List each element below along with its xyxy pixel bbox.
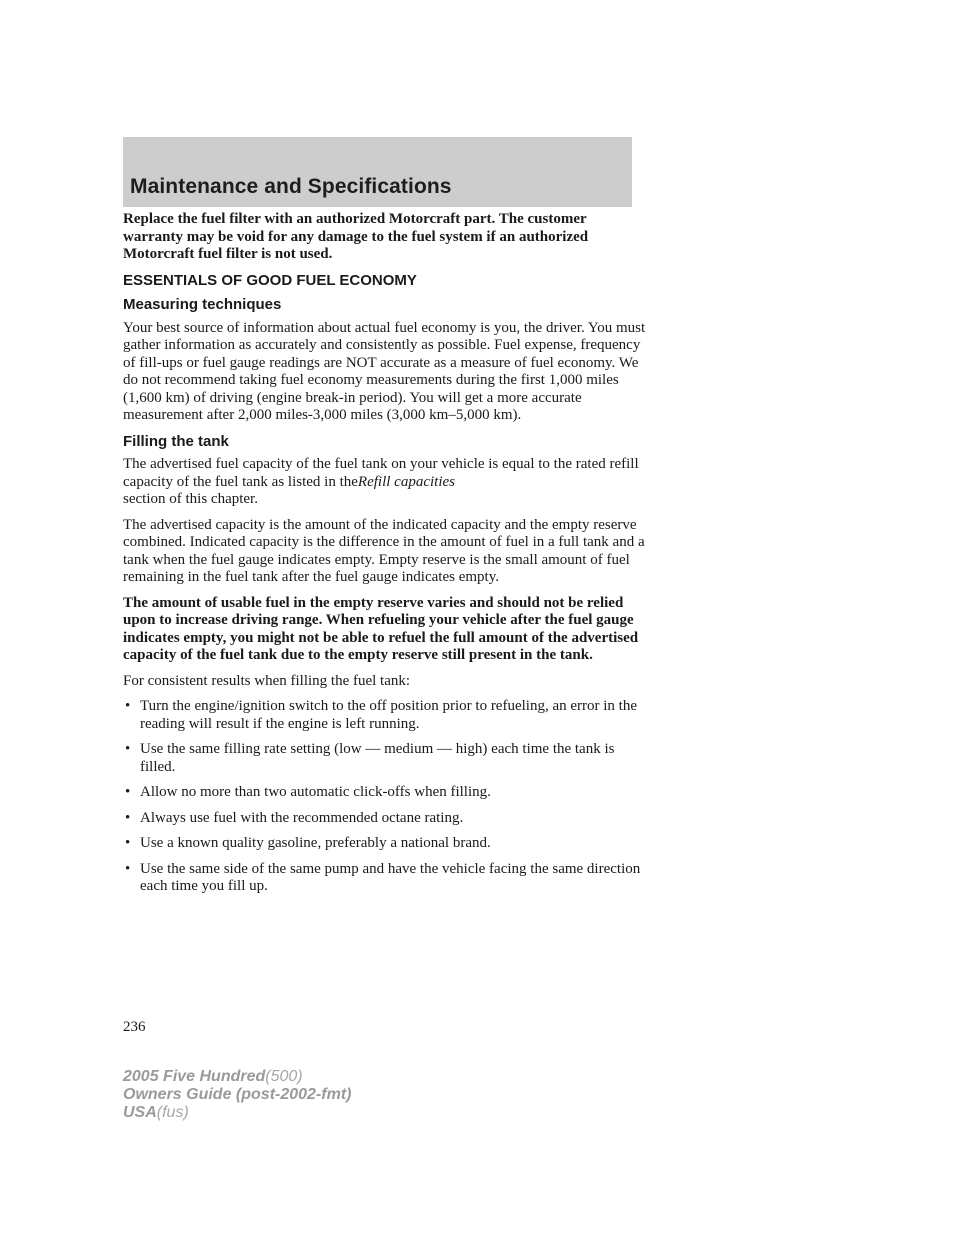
page-number: 236 (123, 1019, 146, 1035)
page-content (123, 211, 648, 904)
filling-tank-paragraph-1 (123, 456, 648, 509)
footer-model: 2005 Five Hundred (123, 1068, 266, 1085)
list-item-text: Use the same filling rate setting (low — medium — high) each time the tank is filled. (140, 741, 615, 775)
list-item-text: Use a known quality gasoline, preferably a national brand. (140, 835, 491, 851)
filling-p1-tail: section of this chapter. (123, 491, 258, 507)
list-item (123, 835, 648, 853)
refill-capacities-reference: Refill capacities (357, 473, 455, 490)
measuring-techniques-heading: Measuring techniques (123, 296, 282, 313)
footer-model-code: (500) (265, 1068, 303, 1085)
filling-p1-text: The advertised fuel capacity of the fuel tank on your vehicle is equal to the rated refill capacity of the fuel tank as listed in the (123, 456, 639, 490)
page-header-title: Maintenance and Specifications (130, 175, 452, 198)
bullet-list-intro: For consistent results when filling the fuel tank: (123, 672, 411, 689)
list-item-text: Allow no more than two automatic click-offs when filling. (140, 784, 491, 800)
filling-tank-heading: Filling the tank (123, 432, 229, 450)
footer-market: USA (123, 1104, 157, 1121)
measuring-techniques-body: Your best source of information about actual fuel economy is you, the driver. You must gather information as accurately and consistently as possible. Fuel expense, frequency of fill-ups or fuel gauge readings are NOT accurate as a measure of fuel economy. We do not recommend taking fuel economy measurements during the first 1,000 miles (1,600 km) of driving (engine break-in period). You will get a more accurate measurement after 2,000 miles-3,000 miles (3,000 km–5,000 km). (123, 319, 646, 423)
bullet-icon: • (125, 698, 131, 714)
bullet-icon: • (125, 835, 131, 851)
bullet-icon: • (125, 860, 131, 877)
document-footer (123, 1068, 351, 1122)
bullet-icon: • (125, 784, 131, 800)
filling-tank-paragraph-2: The advertised capacity is the amount of the indicated capacity and the empty reserve combined. Indicated capacity is the difference in the amount of fuel in a full tank and a tank when the fuel gauge indicates empty. Empty reserve is the small amount of fuel remaining in the fuel tank after the fuel gauge indicates empty. (123, 516, 645, 585)
list-item-text: Always use fuel with the recommended octane rating. (140, 809, 464, 826)
list-item-text: Turn the engine/ignition switch to the off position prior to refueling, an error in the reading will result if the engine is left running. (140, 698, 637, 732)
list-item-text: Use the same side of the same pump and have the vehicle facing the same direction each time you fill up. (140, 860, 641, 894)
empty-reserve-warning: The amount of usable fuel in the empty reserve varies and should not be relied upon to increase driving range. When refueling your vehicle after the fuel gauge indicates empty, you might not be able to refuel the full amount of the advertised capacity of the fuel tank due to the empty reserve still present in the tank. (123, 594, 639, 663)
filling-tips-list (123, 698, 648, 896)
list-item (123, 784, 648, 802)
fuel-filter-warning: Replace the fuel filter with an authorized Motorcraft part. The customer warranty may be void for any damage to the fuel system if an authorized Motorcraft fuel filter is not used. (123, 211, 589, 262)
footer-line-model (123, 1068, 351, 1086)
footer-guide: Owners Guide (post-2002-fmt) (123, 1086, 352, 1103)
bullet-icon: • (125, 741, 131, 757)
section-title: ESSENTIALS OF GOOD FUEL ECONOMY (123, 271, 417, 289)
footer-line-guide (123, 1086, 351, 1104)
list-item (123, 741, 648, 776)
footer-market-code: (fus) (156, 1104, 189, 1121)
footer-line-market (123, 1104, 351, 1122)
list-item (123, 698, 648, 733)
list-item (123, 861, 648, 896)
list-item (123, 810, 648, 828)
bullet-icon: • (125, 809, 131, 826)
